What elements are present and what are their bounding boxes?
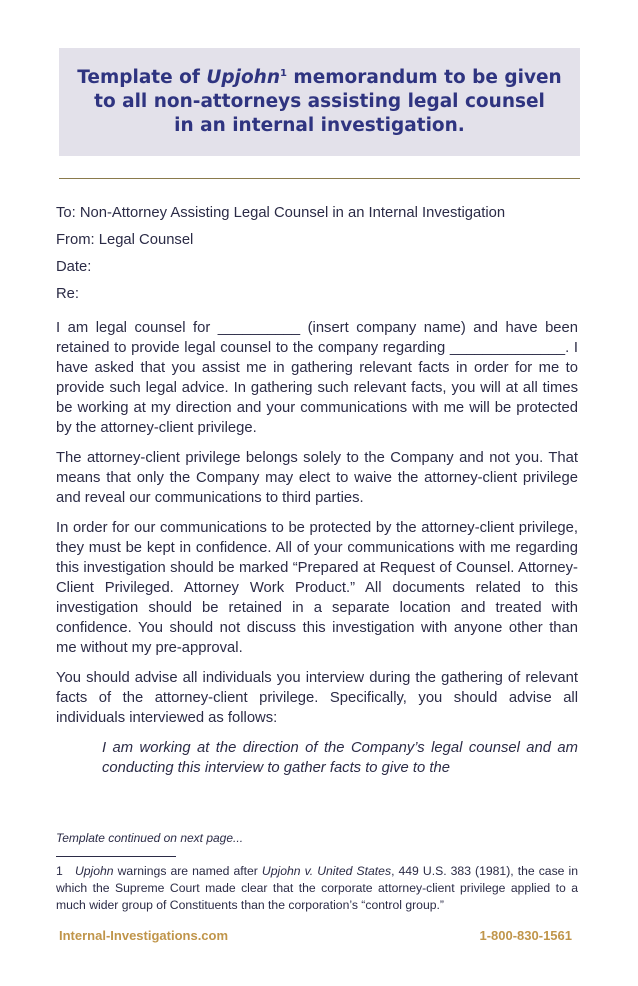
title-banner xyxy=(59,48,580,156)
continued-note: Template continued on next page... xyxy=(56,831,244,845)
memo-date: Date: xyxy=(56,259,92,275)
paragraph: I am legal counsel for __________ (insert company name) and have been retained to provide legal counsel to the company regarding ______________. I have asked that you assist me in gathering relevant facts in order for me to provide such legal advice. In gathering such relevant facts, you will at all times be working at my direction and your communications with me will be protected by the attorney-client privilege. xyxy=(56,320,578,436)
title-line-3: in an internal investigation. xyxy=(174,115,465,136)
paragraph: In order for our communications to be protected by the attorney-client privilege, they must be kept in confidence. All of your communications with me regarding this investigation should be marked “Prepared at Request of Counsel. Attorney-Client Privileged. Attorney Work Product.” All documents related to this investigation should be retained in a separate location and treated with confidence. You should not discuss this investigation with anyone other than me without my pre-approval. xyxy=(56,520,578,656)
memo-re: Re: xyxy=(56,286,80,302)
footer-website[interactable]: Internal-Investigations.com xyxy=(59,928,229,943)
title-line-1: Template of Upjohn$^1$ memorandum to be given xyxy=(77,67,562,88)
title-line-2: to all non-attorneys assisting legal counsel xyxy=(94,91,545,112)
paragraph: The attorney-client privilege belongs solely to the Company and not you. That means that only the Company may elect to waive the attorney-client privilege and reveal our communications to third parties. xyxy=(56,450,578,506)
footnote-number: 1 xyxy=(56,864,63,878)
paragraph: You should advise all individuals you interview during the gathering of relevant facts of the attorney-client privilege. Specifically, you should advise all individuals interviewed as follows: xyxy=(56,670,578,726)
interview-quote: I am working at the direction of the Company’s legal counsel and am conducting this interview to gather facts to give to the xyxy=(102,740,578,776)
footer-phone[interactable]: 1-800-830-1561 xyxy=(479,928,572,943)
memo-to: To: Non-Attorney Assisting Legal Counsel in an Internal Investigation xyxy=(56,205,506,221)
footnote: 1 Upjohn warnings are named after Upjohn v. United States, 449 U.S. 383 (1981), the case in which the Supreme Court made clear that the corporate attorney-client privilege applied to a much wider group of Constituents than the corporation’s “control group.” xyxy=(56,864,578,912)
footnote-divider xyxy=(56,856,176,857)
divider xyxy=(59,178,580,179)
memo-body xyxy=(56,203,578,778)
memo-from: From: Legal Counsel xyxy=(56,232,194,248)
